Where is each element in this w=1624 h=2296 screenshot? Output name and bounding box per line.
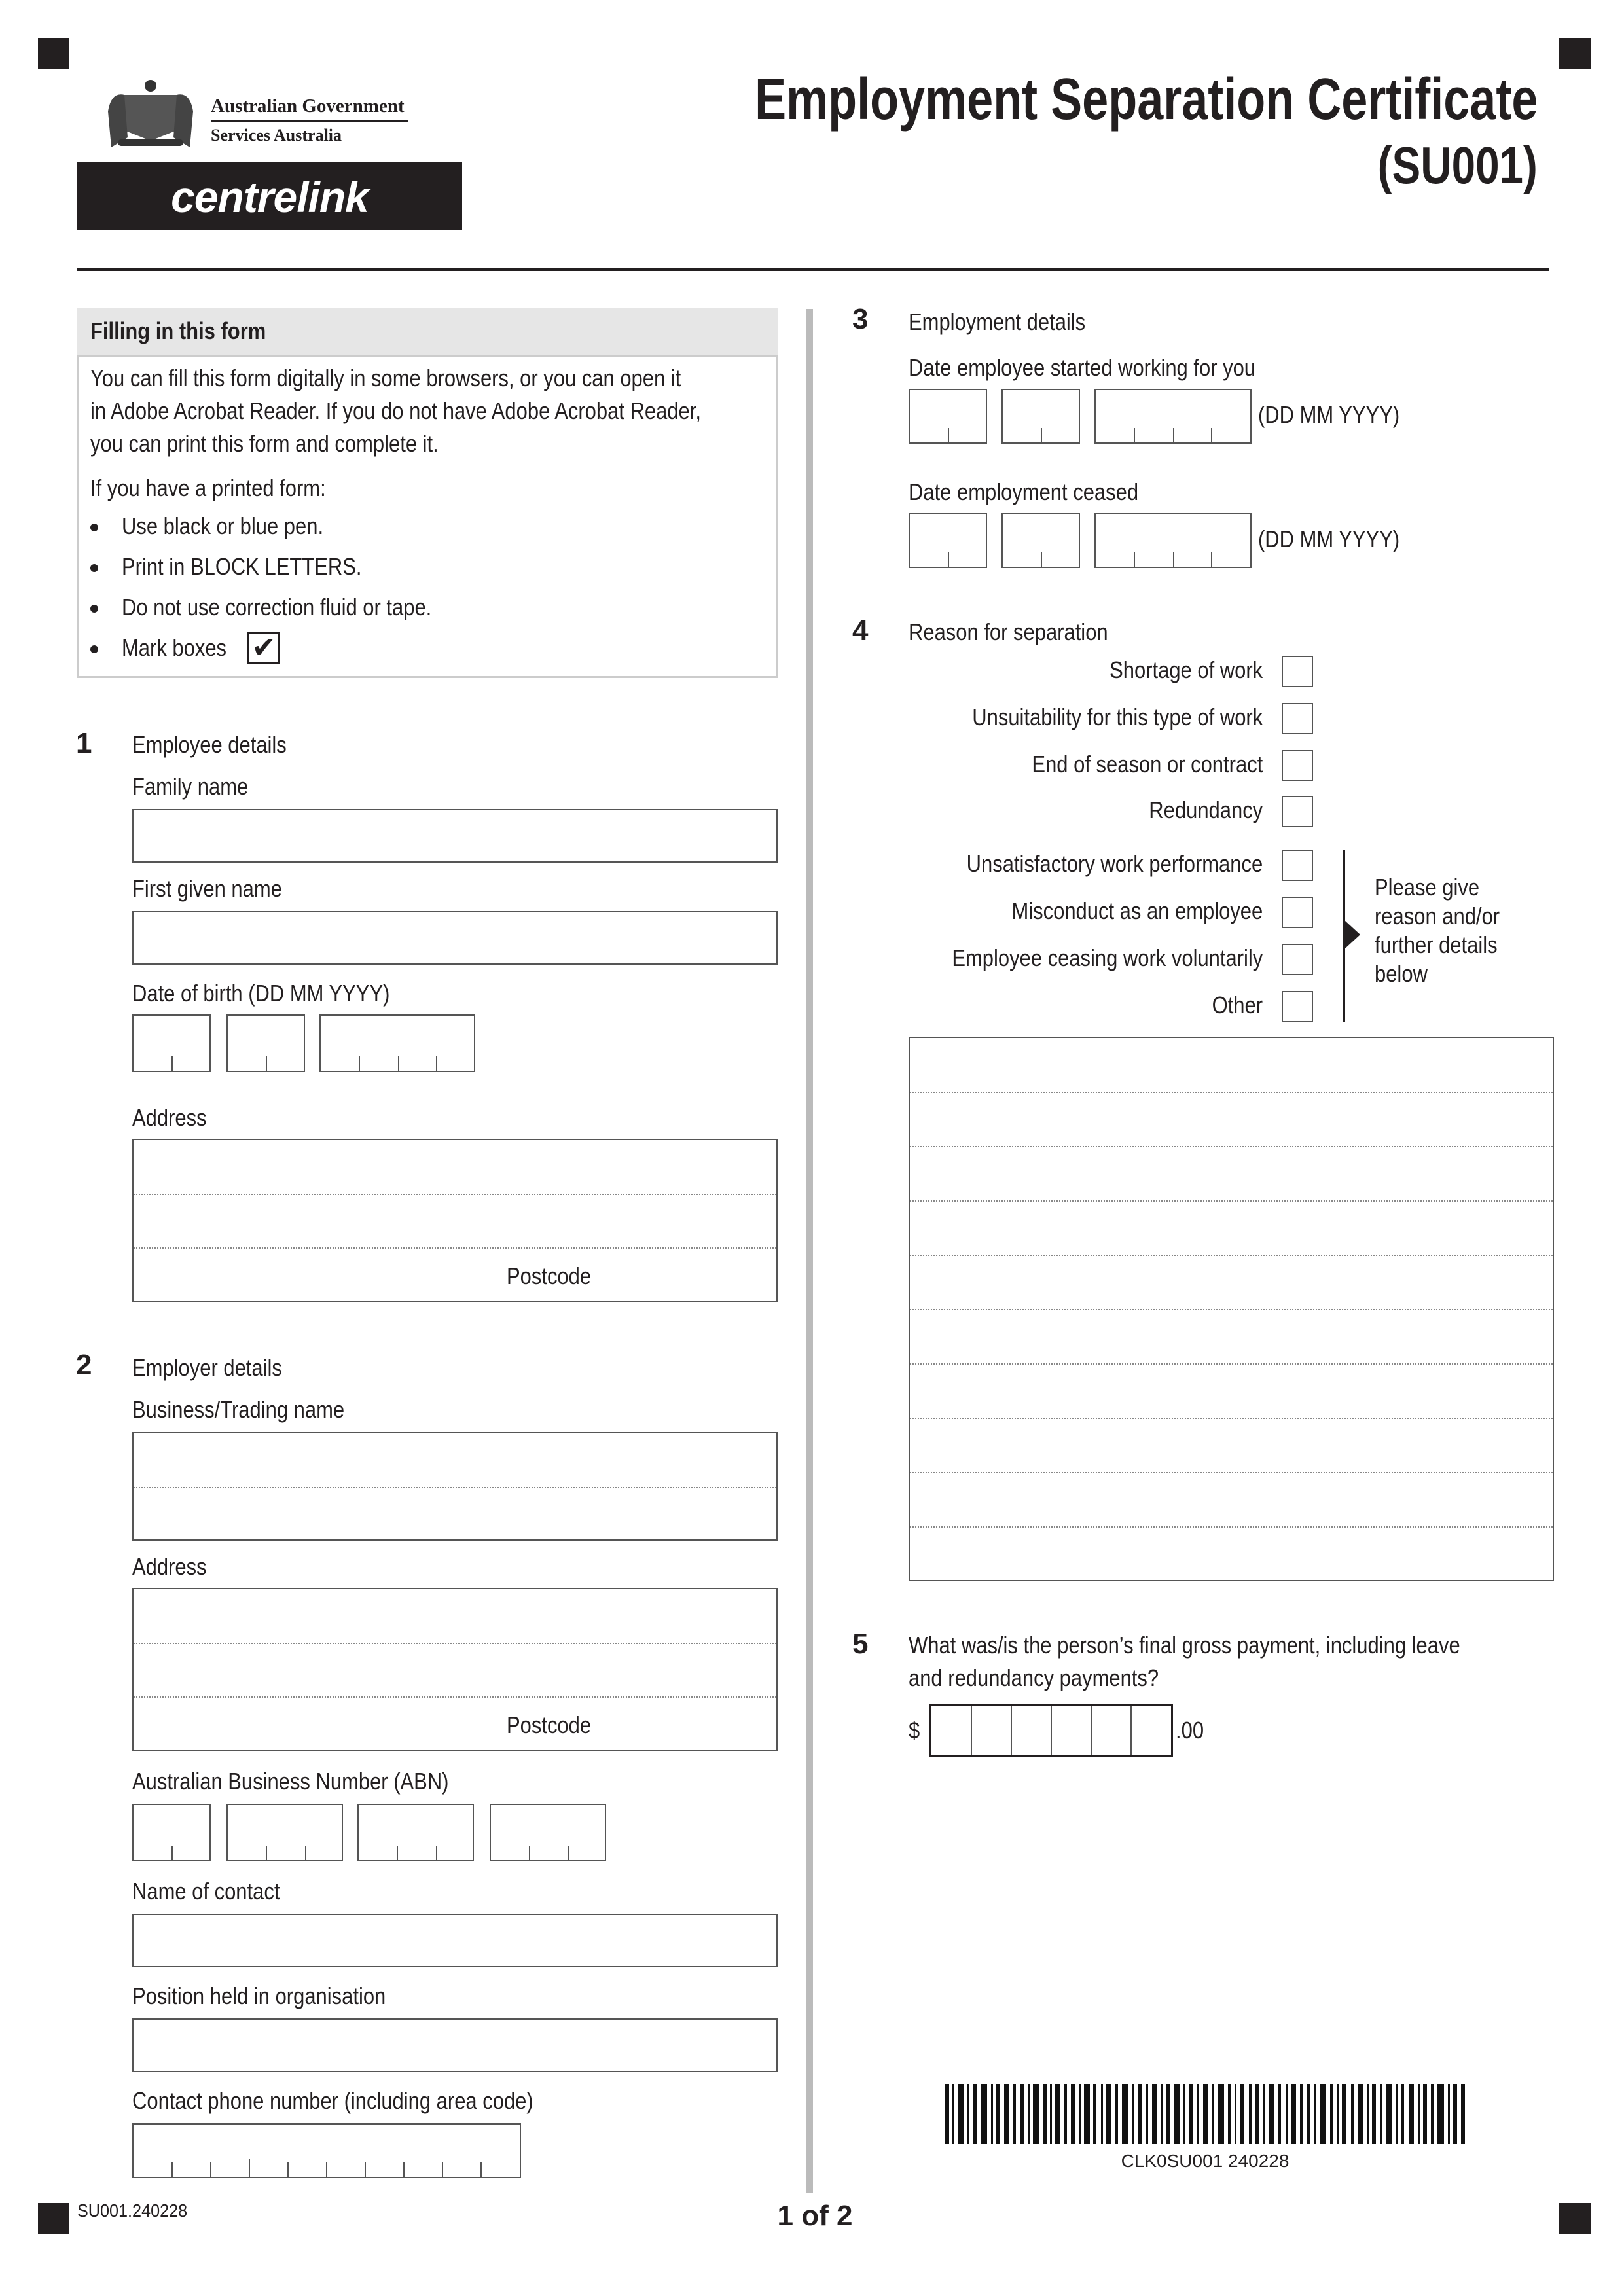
ceased-year-field[interactable] [1094,513,1252,568]
instruction-item: Mark boxes [122,634,227,661]
reason-note-line: reason and/or [1375,903,1500,929]
dob-year-field[interactable] [319,1014,475,1072]
postcode-label: Postcode [507,1712,592,1738]
example-checked-box: ✔ [247,632,280,664]
form-code: (SU001) [1377,136,1538,194]
pointer-arrow-icon [1344,920,1360,949]
header-rule [77,268,1549,271]
field-label: First given name [132,875,282,902]
reason-checkbox-unsuitability[interactable] [1282,703,1313,734]
ceased-day-field[interactable] [909,513,987,568]
field-label: Position held in organisation [132,1982,386,2009]
employee-address-field[interactable] [132,1139,778,1302]
reason-note-line: below [1375,960,1428,987]
section-title: Employee details [132,731,287,758]
reason-label: Misconduct as an employee [1011,897,1263,924]
reason-checkbox-performance[interactable] [1282,850,1313,881]
instruction-item: Print in BLOCK LETTERS. [122,553,362,580]
start-year-field[interactable] [1094,389,1252,444]
registration-mark [38,2203,69,2234]
field-label: Contact phone number (including area code) [132,2087,533,2114]
reason-label: Unsuitability for this type of work [972,704,1263,730]
field-label: Address [132,1553,207,1580]
business-name-field[interactable] [132,1432,778,1541]
abn-field-2[interactable] [226,1804,343,1861]
reason-checkbox-misconduct[interactable] [1282,897,1313,928]
filling-text-line: you can print this form and complete it. [90,430,439,457]
question-number: 5 [852,1628,869,1660]
abn-field-3[interactable] [357,1804,474,1861]
reason-label: Employee ceasing work voluntarily [952,944,1263,971]
bullet [90,605,98,613]
date-format-hint: (DD MM YYYY) [1258,401,1400,428]
question-text: What was/is the person’s final gross payment, including leave [909,1632,1460,1659]
field-label: Date employee started working for you [909,354,1256,381]
position-field[interactable] [132,2018,778,2072]
field-label: Date of birth (DD MM YYYY) [132,980,390,1007]
section-title: Reason for separation [909,619,1108,645]
gov-line1: Australian Government [211,96,405,117]
reason-note-line: further details [1375,931,1498,958]
postcode-label: Postcode [507,1263,592,1289]
bullet [90,645,98,653]
reason-note-line: Please give [1375,874,1480,901]
brand-wordmark: centrelink [171,173,369,221]
field-label: Family name [132,773,249,800]
page-title: Employment Separation Certificate [754,67,1538,132]
employer-address-field[interactable] [132,1588,778,1751]
instruction-item: Do not use correction fluid or tape. [122,594,432,620]
gov-line2: Services Australia [211,126,342,145]
field-label: Name of contact [132,1878,280,1905]
reason-label: Unsatisfactory work performance [966,850,1263,877]
date-format-hint: (DD MM YYYY) [1258,526,1400,552]
reason-label: Shortage of work [1109,656,1263,683]
ceased-month-field[interactable] [1001,513,1080,568]
field-label: Business/Trading name [132,1396,345,1423]
field-label: Address [132,1104,207,1131]
barcode-text: CLK0SU001 240228 [1121,2151,1290,2171]
contact-name-field[interactable] [132,1914,778,1967]
page-number: 1 of 2 [777,2200,853,2232]
registration-mark [38,38,69,69]
column-divider [806,309,813,2193]
section-title: Employer details [132,1354,282,1381]
reason-checkbox-other[interactable] [1282,991,1313,1022]
bullet [90,564,98,572]
barcode [945,2084,1465,2144]
dob-day-field[interactable] [132,1014,211,1072]
printed-form-intro: If you have a printed form: [90,475,326,501]
form-version-code: SU001.240228 [77,2200,188,2221]
registration-mark [1559,2203,1591,2234]
reason-checkbox-voluntary[interactable] [1282,944,1313,975]
further-details-field[interactable] [909,1037,1554,1581]
filling-text-line: You can fill this form digitally in some browsers, or you can open it [90,365,681,391]
field-label: Date employment ceased [909,478,1139,505]
reason-checkbox-end-of-season[interactable] [1282,750,1313,781]
question-text: and redundancy payments? [909,1664,1159,1691]
abn-field-1[interactable] [132,1804,211,1861]
final-payment-field[interactable] [929,1704,1173,1757]
question-number: 3 [852,303,869,335]
reason-label: Redundancy [1149,797,1263,823]
question-number: 4 [852,615,869,647]
dob-month-field[interactable] [226,1014,305,1072]
reason-checkbox-redundancy[interactable] [1282,796,1313,827]
filling-heading: Filling in this form [90,317,266,344]
instruction-item: Use black or blue pen. [122,512,324,539]
currency-symbol: $ [909,1717,920,1744]
field-label: Australian Business Number (ABN) [132,1768,449,1795]
abn-field-4[interactable] [490,1804,606,1861]
section-title: Employment details [909,308,1086,335]
question-number: 1 [76,727,92,759]
coat-of-arms-icon [98,75,203,151]
phone-field[interactable] [132,2123,521,2178]
question-number: 2 [76,1349,92,1381]
registration-mark [1559,38,1591,69]
start-month-field[interactable] [1001,389,1080,444]
reason-checkbox-shortage[interactable] [1282,656,1313,687]
family-name-field[interactable] [132,809,778,863]
filling-text-line: in Adobe Acrobat Reader. If you do not have Adobe Acrobat Reader, [90,397,701,424]
gov-divider [211,120,408,122]
first-name-field[interactable] [132,911,778,965]
reason-label: End of season or contract [1032,751,1263,778]
bullet [90,524,98,531]
brand-bar [77,162,462,230]
cents-suffix: .00 [1176,1717,1204,1744]
start-day-field[interactable] [909,389,987,444]
reason-label: Other [1212,992,1263,1018]
